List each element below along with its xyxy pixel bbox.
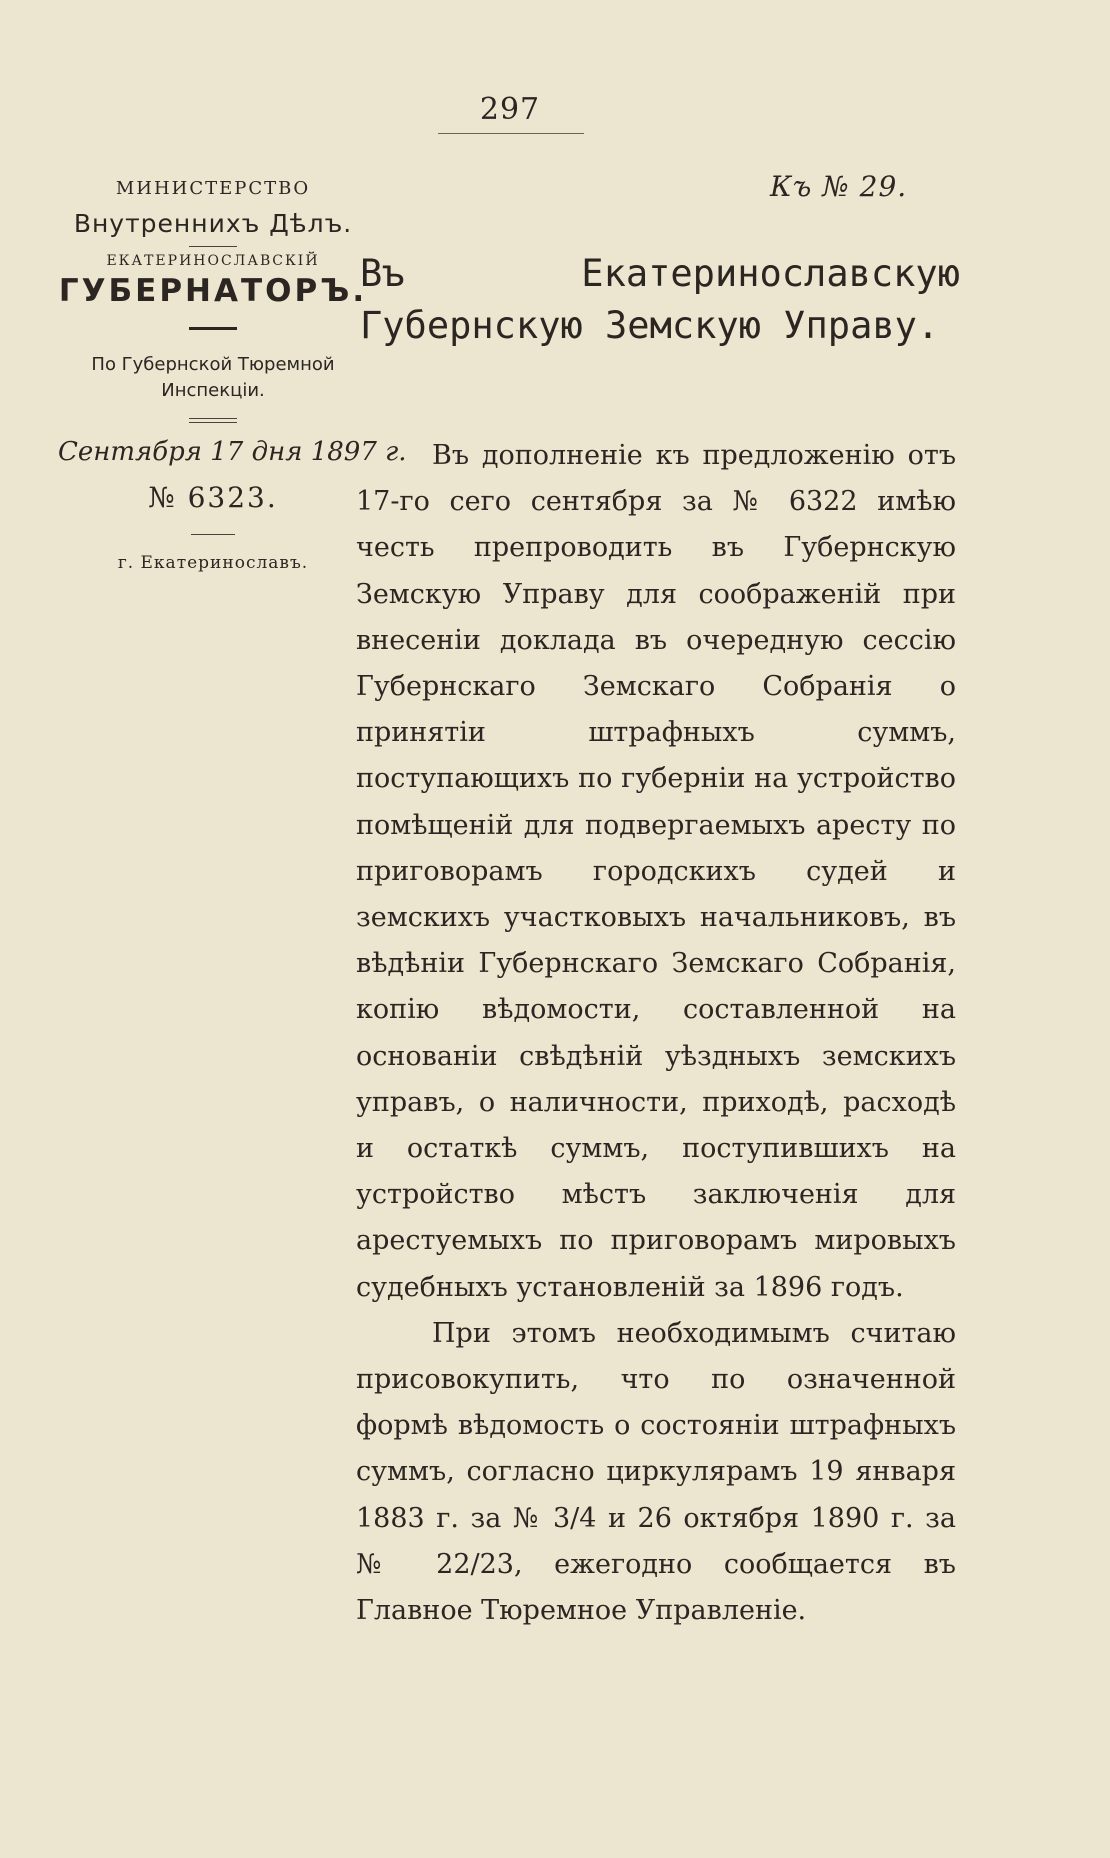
governor-title: ГУБЕРНАТОРЪ. [58, 273, 368, 309]
document-city: г. Екатеринославъ. [117, 553, 309, 573]
reference-number: Къ № 29. [770, 170, 908, 203]
divider [191, 534, 235, 535]
divider [189, 246, 237, 247]
ministry-subtitle: Внутреннихъ Дѣлъ. [73, 209, 353, 238]
governorate-label: ЕКАТЕРИНОСЛАВСКІЙ [106, 253, 320, 269]
body-paragraph-1: Въ дополненіе къ предложенію отъ 17-го сего сентября за № 6322 имѣю честь препроводить въ Губернскую Земскую Управу для соображеній при внесеніи доклада въ очередную сессію Губернскаго Земскаго Собранія о принятіи штрафныхъ суммъ, поступающихъ по губерніи на устройство помѣщеній для подвергаемыхъ аресту по приговорамъ городскихъ судей и земскихъ участковыхъ начальниковъ, въ вѣдѣніи Губернскаго Земскаго Собранія, копію вѣдомости, составленной на основаніи свѣдѣній уѣздныхъ земскихъ управъ, о наличности, приходѣ, расходѣ и остаткѣ суммъ, поступившихъ на устройство мѣстъ заключенія для арестуемыхъ по приговорамъ мировыхъ судебныхъ установленій за 1896 годъ. [356, 440, 956, 1303]
document-number: № 6323. [148, 481, 278, 514]
divider [189, 327, 237, 330]
page-number: 297 [479, 92, 541, 127]
divider [189, 418, 237, 423]
letterhead-column [58, 170, 407, 573]
document-date: Сентября 17 дня 1897 г. [58, 437, 407, 467]
ministry-label: МИНИСТЕРСТВО [115, 178, 311, 199]
letter-body [356, 433, 956, 1634]
department-label: По Губернской Тюремной Инспекціи. [91, 354, 335, 401]
body-paragraph-2: При этомъ необходимымъ считаю присовокупить, что по означенной формѣ вѣдомость о состояніи штрафныхъ суммъ, согласно циркулярамъ 19 января 1883 г. за № 3/4 и 26 октября 1890 г. за № 22/23, ежегодно сообщается въ Главное Тюремное Управленіе. [356, 1317, 956, 1627]
addressee-heading: Въ Екатеринославскую Губернскую Земскую Управу. [360, 252, 960, 347]
page-number-rule [438, 133, 584, 134]
